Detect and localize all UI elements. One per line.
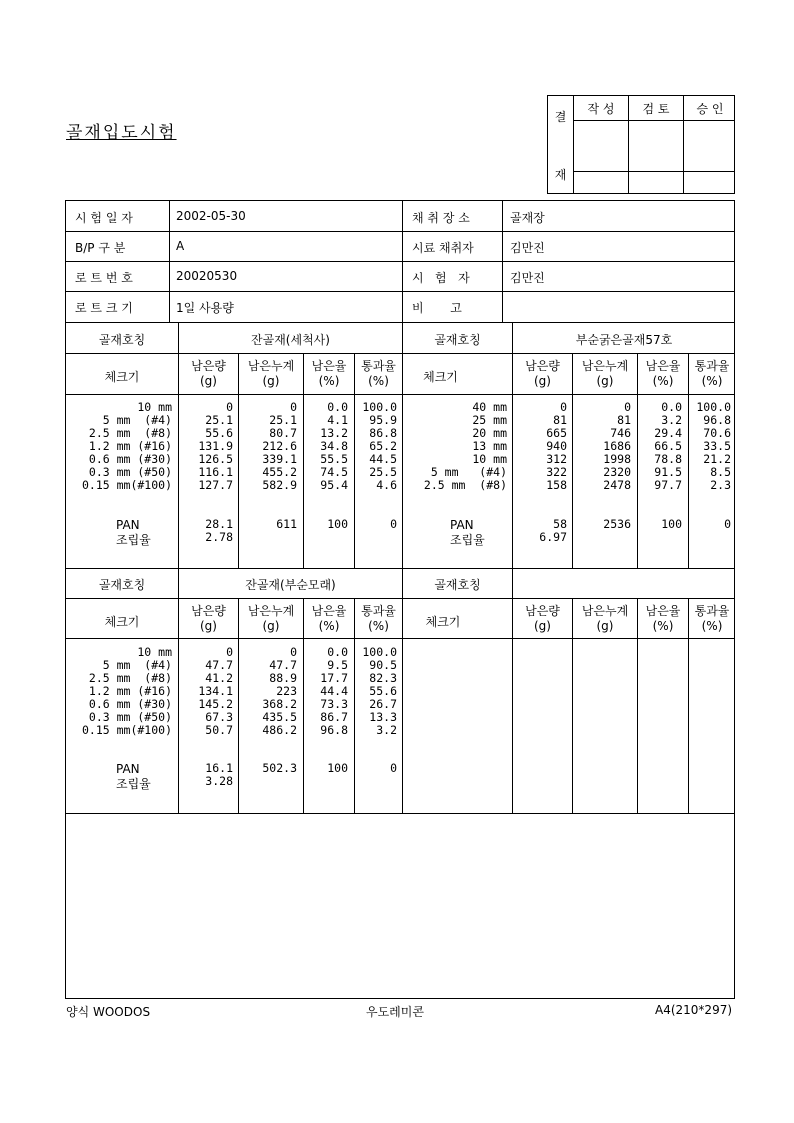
s1-left-sieves-cell: 5 mm (#4) <box>102 413 172 427</box>
s2-left-ratio <box>304 646 348 737</box>
s1-left-pan-ratio: 100 <box>327 517 348 531</box>
s1-left-pan-retained: 28.1 <box>205 517 233 531</box>
s1-right-passing-cell: 70.6 <box>703 426 731 440</box>
s1-right-passing-cell: 2.3 <box>710 478 731 492</box>
s1-l-h-cumulative: 남은누계 (g) <box>247 359 295 388</box>
s1-left-pan-cumulative: 611 <box>276 517 297 531</box>
s1-r-h-passing: 통과율 (%) <box>694 359 730 388</box>
s1-left-retained <box>179 401 233 492</box>
s2-l-h-passing: 통과율 (%) <box>361 604 396 633</box>
s1-left-cumulative-cell: 80.7 <box>269 426 297 440</box>
s1-left-sieves-cell: 0.15 mm(#100) <box>81 478 172 492</box>
s1-left-passing-cell: 100.0 <box>362 400 397 414</box>
s1-left-cumulative-cell: 0 <box>290 400 297 414</box>
s1-left-retained-cell: 25.1 <box>205 413 233 427</box>
s1-left-passing-cell: 65.2 <box>369 439 397 453</box>
s1-right-fm-label: 조립율 <box>450 533 485 547</box>
approval-side-top: 결 <box>554 110 567 124</box>
s2-left-passing-cell: 100.0 <box>362 645 397 659</box>
s1-right-cumulative-cell: 2320 <box>603 465 631 479</box>
s1-right-sieves-cell: 2.5 mm (#8) <box>423 478 507 492</box>
info-label-tester: 시 험 자 <box>412 271 470 285</box>
s1-left-ratio-cell: 95.4 <box>320 478 348 492</box>
s1-left-passing-cell: 44.5 <box>369 452 397 466</box>
s1-left-pan-passing: 0 <box>390 517 397 531</box>
s1-left-fm-label: 조립율 <box>116 533 151 547</box>
s2-left-sieve-header: 체크기 <box>104 615 140 629</box>
info-label-remarks: 비 고 <box>412 301 462 315</box>
s1-right-sieves-cell: 13 mm <box>472 439 507 453</box>
approval-side-bottom: 재 <box>554 168 567 182</box>
s1-left-sieve-header: 체크기 <box>104 370 140 384</box>
s1-right-fm-value: 6.97 <box>539 530 567 544</box>
s1-left-sieves <box>68 401 172 492</box>
s2-r-h-ratio: 남은율 (%) <box>645 604 681 633</box>
s1-right-retained-cell: 940 <box>546 439 567 453</box>
s1-right-ratio <box>638 401 682 492</box>
s2-left-name: 잔골재(부순모래) <box>245 578 336 592</box>
s1-right-retained-cell: 312 <box>546 452 567 466</box>
s1-right-pan-ratio: 100 <box>661 517 682 531</box>
s2-left-cumulative-cell: 0 <box>290 645 297 659</box>
s2-left-pan-retained: 16.1 <box>205 761 233 775</box>
s2-left-fm-value: 3.28 <box>205 774 233 788</box>
s1-right-retained-cell: 0 <box>560 400 567 414</box>
s2-left-ratio-cell: 86.7 <box>320 710 348 724</box>
s2-left-retained-cell: 134.1 <box>198 684 233 698</box>
s1-right-passing-cell: 33.5 <box>703 439 731 453</box>
s1-right-passing-cell: 8.5 <box>710 465 731 479</box>
s1-left-retained-cell: 116.1 <box>198 465 233 479</box>
s2-left-ratio-cell: 0.0 <box>327 645 348 659</box>
s2-left-sieves-cell: 1.2 mm (#16) <box>88 684 172 698</box>
s1-right-cumulative-cell: 2478 <box>603 478 631 492</box>
s2-left-sieves <box>68 646 172 737</box>
s1-left-fm-value: 2.78 <box>205 530 233 544</box>
s2-left-ratio-cell: 17.7 <box>320 671 348 685</box>
s2-l-h-retained: 남은량 (g) <box>191 604 226 633</box>
s2-left-ratio-cell: 73.3 <box>320 697 348 711</box>
s2-left-pan-cumulative: 502.3 <box>262 761 297 775</box>
s2-left-ratio-cell: 9.5 <box>327 658 348 672</box>
footer-paper-size: A4(210*297) <box>655 1003 733 1017</box>
s1-right-pan-passing: 0 <box>724 517 731 531</box>
s1-left-label: 골재호칭 <box>98 333 146 347</box>
s2-left-passing-cell: 82.3 <box>369 671 397 685</box>
s1-right-cumulative-cell: 1686 <box>603 439 631 453</box>
s1-left-name: 잔골재(세척사) <box>251 333 330 347</box>
page-title: 골재입도시험 <box>66 123 177 143</box>
footer-company: 우도레미콘 <box>366 1005 424 1019</box>
s1-left-retained-cell: 0 <box>226 400 233 414</box>
approval-box <box>547 95 735 194</box>
s2-r-h-retained: 남은량 (g) <box>525 604 560 633</box>
info-value-lot-number: 20020530 <box>176 269 238 283</box>
s2-left-pan-passing: 0 <box>390 761 397 775</box>
s2-left-sieves-cell: 0.6 mm (#30) <box>88 697 172 711</box>
s1-left-passing-cell: 4.6 <box>376 478 397 492</box>
s2-left-retained-cell: 67.3 <box>205 710 233 724</box>
s1-right-sieves <box>403 401 507 492</box>
s2-left-sieves-cell: 2.5 mm (#8) <box>88 671 172 685</box>
s1-left-ratio-cell: 0.0 <box>327 400 348 414</box>
s2-left-passing-cell: 26.7 <box>369 697 397 711</box>
s2-left-sieves-cell: 0.15 mm(#100) <box>81 723 172 737</box>
s1-right-ratio-cell: 66.5 <box>654 439 682 453</box>
s1-right-cumulative-cell: 0 <box>624 400 631 414</box>
footer-form-code: 양식 WOODOS <box>66 1005 151 1019</box>
s1-right-sieve-header: 체크기 <box>423 370 458 384</box>
info-value-sampler: 김만진 <box>510 241 545 255</box>
s1-left-sieves-cell: 0.6 mm (#30) <box>88 452 172 466</box>
s1-left-retained-cell: 55.6 <box>205 426 233 440</box>
test-form <box>65 200 735 999</box>
s2-left-cumulative-cell: 223 <box>276 684 297 698</box>
s2-left-ratio-cell: 96.8 <box>320 723 348 737</box>
s1-left-ratio-cell: 13.2 <box>320 426 348 440</box>
s1-right-cumulative-cell: 1998 <box>603 452 631 466</box>
s2-l-h-cumulative: 남은누계 (g) <box>247 604 295 633</box>
s1-right-retained-cell: 81 <box>553 413 567 427</box>
s2-left-passing-cell: 90.5 <box>369 658 397 672</box>
s1-left-ratio-cell: 34.8 <box>320 439 348 453</box>
s1-right-sieves-cell: 25 mm <box>472 413 507 427</box>
s1-left-retained-cell: 127.7 <box>198 478 233 492</box>
s1-right-passing-cell: 21.2 <box>703 452 731 466</box>
s1-left-sieves-cell: 2.5 mm (#8) <box>88 426 172 440</box>
info-label-lot-number: 로 트 번 호 <box>75 271 133 285</box>
s1-right-cumulative-cell: 81 <box>617 413 631 427</box>
s2-left-ratio-cell: 44.4 <box>320 684 348 698</box>
s2-r-h-passing: 통과율 (%) <box>694 604 730 633</box>
s2-left-cumulative-cell: 435.5 <box>262 710 297 724</box>
info-label-lot-size: 로 트 크 기 <box>75 301 133 315</box>
info-label-sample-place: 채 취 장 소 <box>412 211 470 225</box>
approval-header-review: 검 토 <box>642 102 670 116</box>
s2-right-label: 골재호칭 <box>434 578 481 592</box>
s1-left-cumulative-cell: 25.1 <box>269 413 297 427</box>
s1-left-sieves-cell: 1.2 mm (#16) <box>88 439 172 453</box>
s1-r-h-retained: 남은량 (g) <box>525 359 560 388</box>
info-value-test-date: 2002-05-30 <box>176 209 246 223</box>
info-label-test-date: 시 험 일 자 <box>75 211 133 225</box>
s1-left-passing <box>355 401 397 492</box>
s2-left-retained <box>179 646 233 737</box>
info-label-bp: B/P 구 분 <box>75 241 126 255</box>
s2-left-cumulative-cell: 368.2 <box>262 697 297 711</box>
s2-left-passing-cell: 3.2 <box>376 723 397 737</box>
info-value-lot-size: 1일 사용량 <box>176 301 234 315</box>
s1-right-retained <box>513 401 567 492</box>
s1-left-ratio-cell: 74.5 <box>320 465 348 479</box>
s1-left-ratio-cell: 4.1 <box>327 413 348 427</box>
s1-right-ratio-cell: 3.2 <box>661 413 682 427</box>
s1-left-pan-label: PAN <box>116 518 140 532</box>
s1-right-pan-label: PAN <box>450 518 474 532</box>
s2-left-sieves-cell: 0.3 mm (#50) <box>88 710 172 724</box>
s1-right-sieves-cell: 20 mm <box>472 426 507 440</box>
s2-left-passing-cell: 13.3 <box>369 710 397 724</box>
s1-left-cumulative-cell: 455.2 <box>262 465 297 479</box>
s2-left-retained-cell: 145.2 <box>198 697 233 711</box>
info-value-sample-place: 골재장 <box>510 211 545 225</box>
s1-right-sieves-cell: 40 mm <box>472 400 507 414</box>
s2-left-label: 골재호칭 <box>98 578 146 592</box>
s1-left-sieves-cell: 0.3 mm (#50) <box>88 465 172 479</box>
s1-left-ratio-cell: 55.5 <box>320 452 348 466</box>
s1-right-sieves-cell: 10 mm <box>472 452 507 466</box>
s1-right-ratio-cell: 78.8 <box>654 452 682 466</box>
s1-right-sieves-cell: 5 mm (#4) <box>430 465 507 479</box>
s1-left-cumulative <box>239 401 297 492</box>
info-value-bp: A <box>176 239 185 253</box>
s2-right-sieve-header: 체크기 <box>425 615 461 629</box>
s1-l-h-passing: 통과율 (%) <box>361 359 396 388</box>
approval-header-approve: 승 인 <box>696 102 724 116</box>
approval-header-author: 작 성 <box>587 102 615 116</box>
s1-right-ratio-cell: 29.4 <box>654 426 682 440</box>
s1-right-passing <box>689 401 731 492</box>
s1-left-cumulative-cell: 582.9 <box>262 478 297 492</box>
s2-left-pan-ratio: 100 <box>327 761 348 775</box>
s2-left-fm-label: 조립율 <box>116 777 151 791</box>
s1-right-retained-cell: 665 <box>546 426 567 440</box>
s1-left-passing-cell: 95.9 <box>369 413 397 427</box>
s1-r-h-cumulative: 남은누계 (g) <box>581 359 629 388</box>
s1-right-pan-retained: 58 <box>553 517 567 531</box>
s2-left-retained-cell: 0 <box>226 645 233 659</box>
info-label-sampler: 시료 채취자 <box>412 241 474 255</box>
s2-l-h-ratio: 남은율 (%) <box>311 604 347 633</box>
s1-right-label: 골재호칭 <box>434 333 481 347</box>
s1-left-ratio <box>304 401 348 492</box>
s2-left-retained-cell: 50.7 <box>205 723 233 737</box>
s2-left-cumulative-cell: 486.2 <box>262 723 297 737</box>
s1-left-retained-cell: 126.5 <box>198 452 233 466</box>
s2-left-pan-label: PAN <box>116 762 140 776</box>
s1-l-h-ratio: 남은율 (%) <box>311 359 347 388</box>
s1-l-h-retained: 남은량 (g) <box>191 359 226 388</box>
s1-right-retained-cell: 158 <box>546 478 567 492</box>
s1-left-sieves-cell: 10 mm <box>137 400 172 414</box>
s2-left-sieves-cell: 5 mm (#4) <box>102 658 172 672</box>
s1-right-ratio-cell: 91.5 <box>654 465 682 479</box>
s1-left-passing-cell: 86.8 <box>369 426 397 440</box>
s2-left-cumulative-cell: 47.7 <box>269 658 297 672</box>
s1-left-retained-cell: 131.9 <box>198 439 233 453</box>
s2-left-sieves-cell: 10 mm <box>137 645 172 659</box>
s1-right-retained-cell: 322 <box>546 465 567 479</box>
s1-right-passing-cell: 100.0 <box>696 400 731 414</box>
s2-left-passing-cell: 55.6 <box>369 684 397 698</box>
s1-right-pan-cumulative: 2536 <box>603 517 631 531</box>
s2-left-retained-cell: 47.7 <box>205 658 233 672</box>
s1-right-ratio-cell: 0.0 <box>661 400 682 414</box>
s1-right-cumulative <box>573 401 631 492</box>
s1-right-cumulative-cell: 746 <box>610 426 631 440</box>
s2-left-passing <box>355 646 397 737</box>
s1-right-name: 부순굵은골재57호 <box>575 333 673 347</box>
s1-r-h-ratio: 남은율 (%) <box>645 359 681 388</box>
s2-r-h-cumulative: 남은누계 (g) <box>581 604 629 633</box>
s1-left-passing-cell: 25.5 <box>369 465 397 479</box>
s2-left-cumulative <box>239 646 297 737</box>
s2-left-retained-cell: 41.2 <box>205 671 233 685</box>
info-value-tester: 김만진 <box>510 271 545 285</box>
s1-right-passing-cell: 96.8 <box>703 413 731 427</box>
approval-side-label <box>548 96 574 193</box>
s1-left-cumulative-cell: 212.6 <box>262 439 297 453</box>
s1-left-cumulative-cell: 339.1 <box>262 452 297 466</box>
s1-right-ratio-cell: 97.7 <box>654 478 682 492</box>
s2-left-cumulative-cell: 88.9 <box>269 671 297 685</box>
